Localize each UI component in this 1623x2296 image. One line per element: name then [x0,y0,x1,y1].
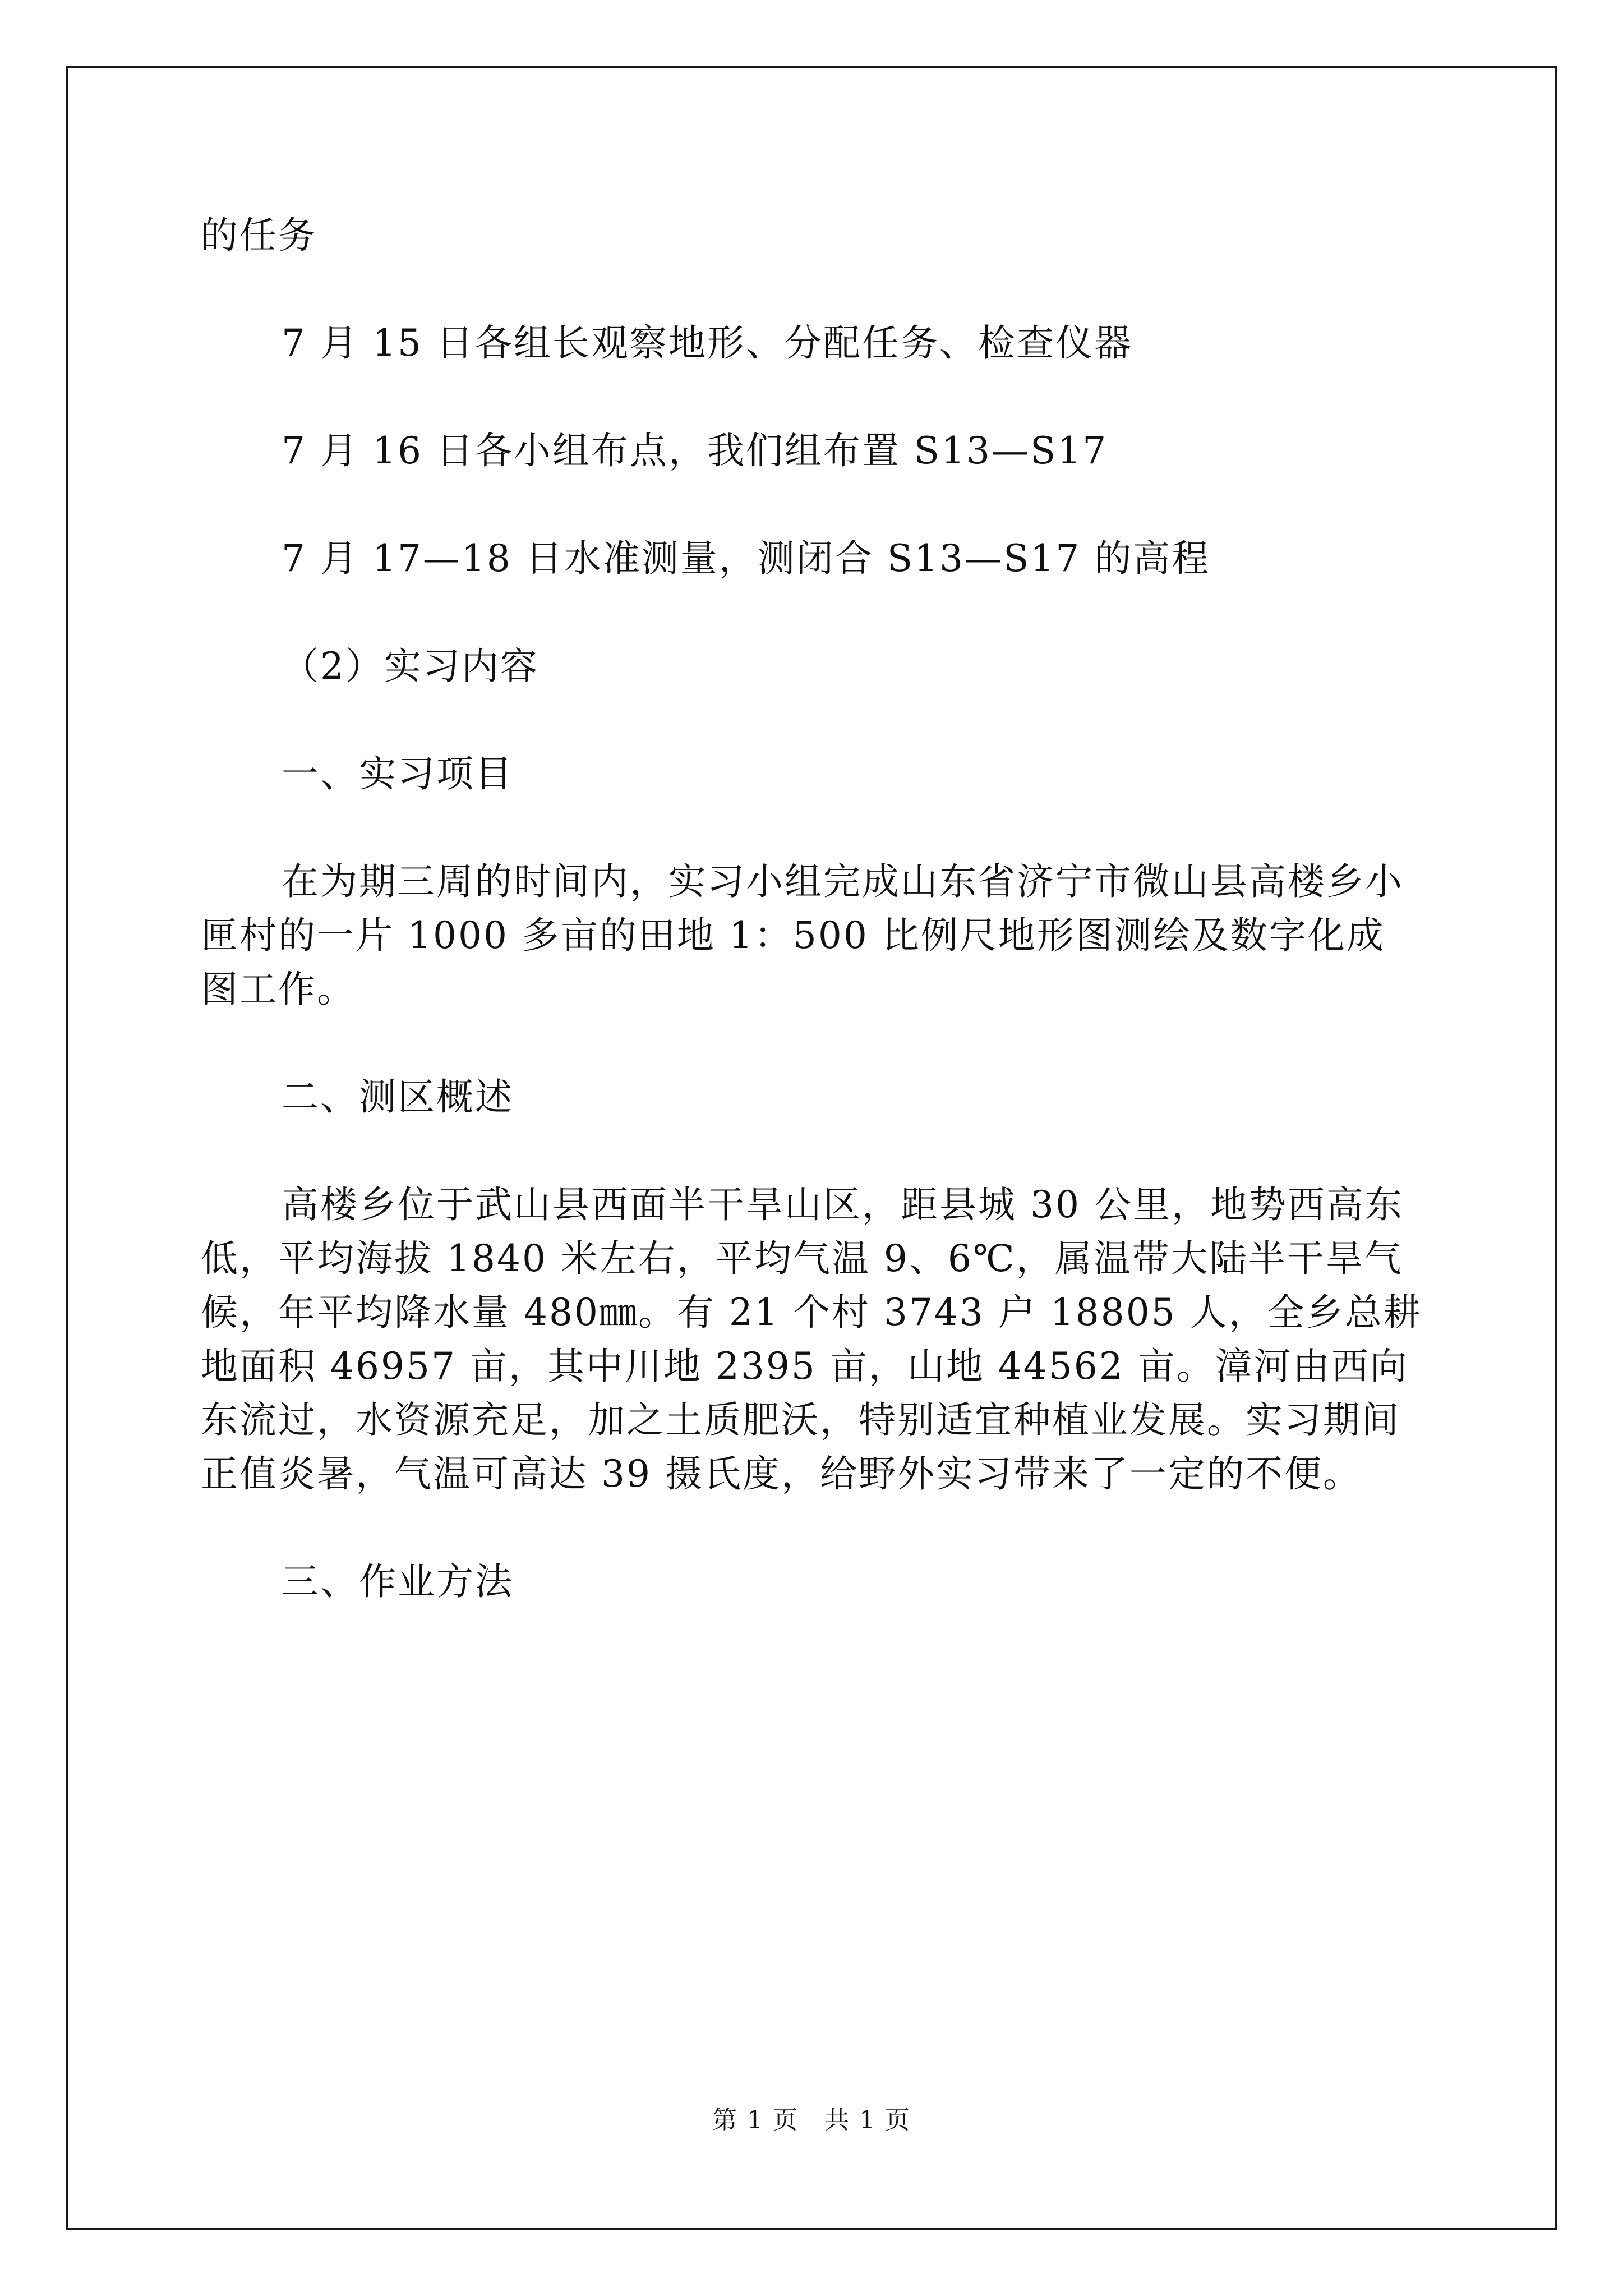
paragraph: 7 月 15 日各组长观察地形、分配任务、检查仪器 [282,321,1133,365]
page-footer: 第 1 页 共 1 页 [712,2106,911,2134]
section-heading: 一、实习项目 [282,752,514,795]
paragraph: 7 月 17—18 日水准测量，测闭合 S13—S17 的高程 [282,537,1211,580]
paragraph: 7 月 16 日各小组布点，我们组布置 S13—S17 [282,429,1108,472]
section-heading: 二、测区概述 [282,1075,514,1119]
paragraph: 高楼乡位于武山县西面半干旱山区，距县城 30 公里，地势西高东低，平均海拔 1840 米左右，平均气温 9、6℃，属温带大陆半干旱气候，年平均降水量 480㎜。有 21 个村 3743 户 18805 人，全乡总耕地面积 46957 亩，其中川地 2395 亩，山地 44562 亩。漳河由西向东流过，水资源充足，加之土质肥沃，特别适宜种植业发展。实习期间正值炎暑，气温可高达 39 摄氏度，给野外实习带来了一定的不便。 [201,1183,1422,1496]
document-body [201,209,1423,1609]
paragraph: 在为期三周的时间内，实习小组完成山东省济宁市微山县高楼乡小匣村的一片 1000 多亩的田地 1：500 比例尺地形图测绘及数字化成图工作。 [201,860,1404,1011]
section-heading: 三、作业方法 [282,1560,514,1603]
paragraph: 的任务 [201,214,317,257]
section-heading: （2）实习内容 [282,645,539,688]
